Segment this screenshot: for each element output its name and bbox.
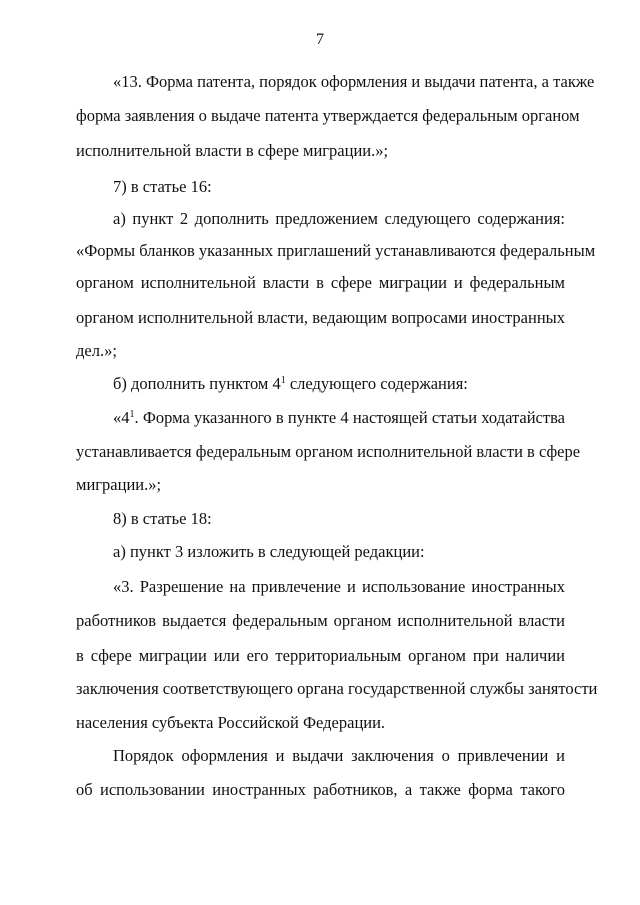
superscript: 1 (129, 409, 135, 420)
text-line: а) пункт 3 изложить в следующей редакции: (113, 542, 425, 561)
text-line: «Формы бланков указанных приглашений устанавливаются федеральным (76, 241, 596, 260)
text-run: . Форма указанного в пункте 4 настоящей статьи ходатайства (134, 408, 565, 427)
text-line: «13. Форма патента, порядок оформления и выдачи патента, а также (113, 72, 595, 91)
text-line: об использовании иностранных работников, а также форма такого (76, 780, 565, 799)
text-line: органом исполнительной власти, ведающим вопросами иностранных (76, 308, 565, 327)
text-line: устанавливается федеральным органом исполнительной власти в сфере (76, 442, 581, 461)
text-line (113, 374, 602, 394)
text-line (113, 408, 565, 428)
text-line: заключения соответствующего органа государственной службы занятости (76, 679, 598, 698)
text-line: органом исполнительной власти в сфере миграции и федеральным (76, 273, 565, 292)
text-line: исполнительной власти в сфере миграции.»; (76, 141, 389, 160)
text-line: населения субъекта Российской Федерации. (76, 713, 386, 732)
text-line: «3. Разрешение на привлечение и использование иностранных (113, 577, 565, 596)
superscript: 1 (280, 375, 286, 386)
text-run (113, 408, 135, 428)
text-line: 8) в статье 18: (113, 509, 212, 528)
text-run: следующего содержания: (285, 374, 468, 393)
text-line: в сфере миграции или его территориальным органом при наличии (76, 646, 565, 665)
text-run: «4 (113, 408, 130, 427)
text-line: а) пункт 2 дополнить предложением следующего содержания: (113, 209, 565, 228)
text-line: форма заявления о выдаче патента утверждается федеральным органом (76, 106, 580, 125)
text-line: работников выдается федеральным органом исполнительной власти (76, 611, 565, 630)
text-line: 7) в статье 16: (113, 177, 212, 196)
page-number: 7 (316, 31, 324, 48)
text-run: б) дополнить пунктом 4 (113, 374, 281, 393)
text-line: миграции.»; (76, 475, 162, 494)
text-line: дел.»; (76, 341, 117, 360)
text-line: Порядок оформления и выдачи заключения о привлечении и (113, 746, 565, 765)
